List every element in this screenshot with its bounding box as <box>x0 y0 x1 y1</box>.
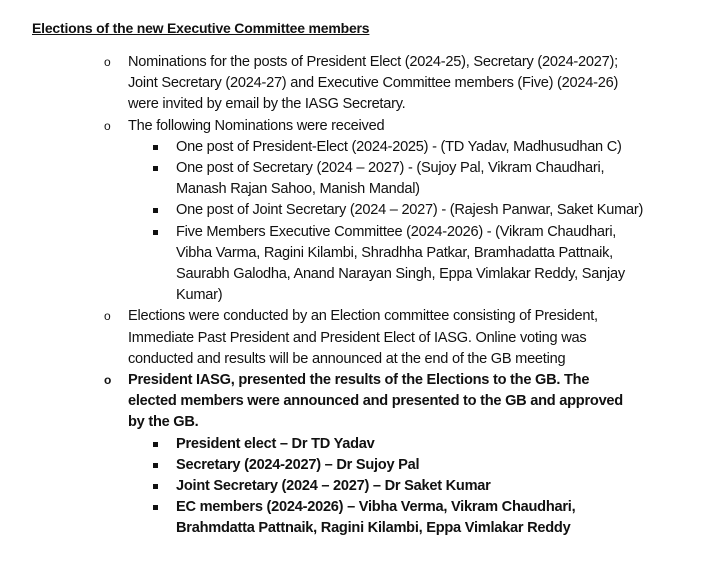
sub-list-item <box>0 200 651 221</box>
result-item-text: Secretary (2024-2027) – Dr Sujoy Pal <box>176 456 420 473</box>
election-list <box>0 52 701 540</box>
square-bullet-icon <box>153 463 158 468</box>
sub-list-item-text: One post of Secretary (2024 – 2027) - (Sujoy Pal, Vikram Chaudhari, Manash Rajan Sahoo, Manish Mandal) <box>176 160 605 198</box>
square-bullet-icon <box>153 442 158 447</box>
list-item-text: The following Nominations were received <box>128 117 385 134</box>
result-item-text: Joint Secretary (2024 – 2027) – Dr Saket Kumar <box>176 478 491 495</box>
square-bullet-icon <box>153 230 158 235</box>
sub-list-item <box>0 158 651 200</box>
result-item <box>0 476 651 497</box>
square-bullet-icon <box>153 145 158 150</box>
sub-list-item-text: One post of Joint Secretary (2024 – 2027) - (Rajesh Panwar, Saket Kumar) <box>176 202 644 219</box>
result-item <box>0 497 651 539</box>
list-item-nominations-received <box>0 116 638 137</box>
result-item <box>0 434 651 455</box>
circle-bullet-icon: o <box>104 309 111 324</box>
list-item-results <box>0 370 638 434</box>
list-item-elections-conducted <box>0 306 638 370</box>
circle-bullet-icon: o <box>104 55 111 69</box>
list-item-text: President IASG, presented the results of the Elections to the GB. The elected members were announced and presented to the GB and approved by the GB. <box>128 372 623 431</box>
circle-bullet-icon: o <box>104 118 111 133</box>
square-bullet-icon <box>153 166 158 171</box>
square-bullet-icon <box>153 208 158 213</box>
result-item <box>0 455 651 476</box>
sub-list-item-text: Five Members Executive Committee (2024-2026) - (Vikram Chaudhari, Vibha Varma, Ragini Kilambi, Shradhha Patkar, Bramhadatta Pattnaik, Saurabh Galodha, Anand Narayan Singh, Eppa Vimlakar Reddy, Sanjay Kumar) <box>176 223 625 304</box>
sub-list-item <box>0 222 651 307</box>
result-item-text: President elect – Dr TD Yadav <box>176 435 375 452</box>
list-item-text: Elections were conducted by an Election committee consisting of President, Immediate Past President and President Elect of IASG. Online voting was conducted and results will be announced at the end of the GB meeting <box>128 308 598 367</box>
list-item-nominations-invited <box>0 52 638 116</box>
result-item-text: EC members (2024-2026) – Vibha Verma, Vikram Chaudhari, Brahmdatta Pattnaik, Ragini Kilambi, Eppa Vimlakar Reddy <box>176 499 576 537</box>
sub-list-item <box>0 137 651 158</box>
section-heading: Elections of the new Executive Committee members <box>32 20 370 36</box>
square-bullet-icon <box>153 484 158 489</box>
list-item-text: Nominations for the posts of President Elect (2024-25), Secretary (2024-2027); Joint Secretary (2024-27) and Executive Committee members (Five) (2024-26) were invited by email by the IASG Secretary. <box>128 54 619 113</box>
square-bullet-icon <box>153 505 158 510</box>
sub-list-item-text: One post of President-Elect (2024-2025) - (TD Yadav, Madhusudhan C) <box>176 138 622 155</box>
circle-bullet-icon: o <box>104 373 112 388</box>
